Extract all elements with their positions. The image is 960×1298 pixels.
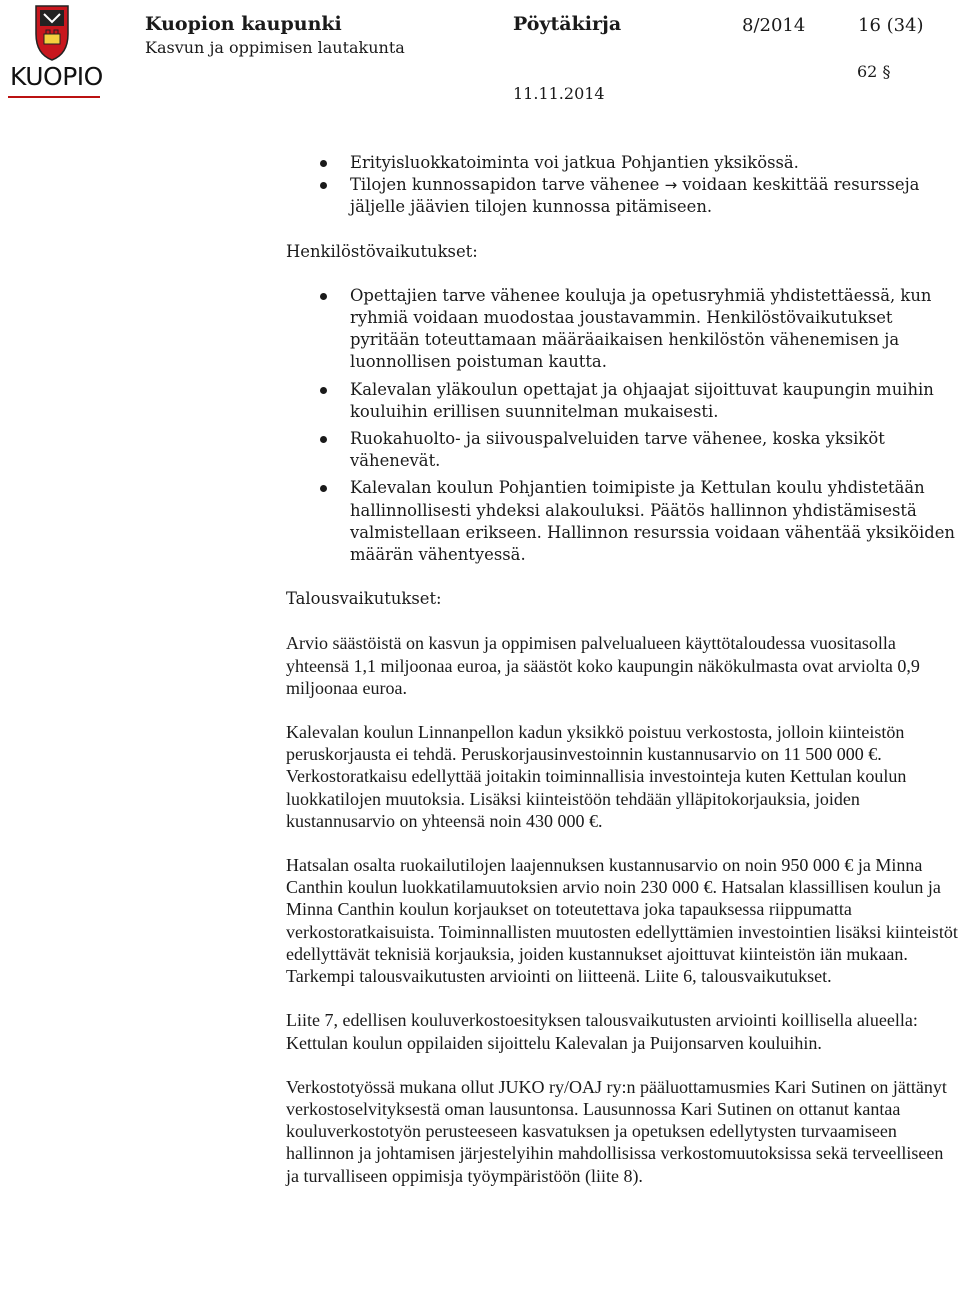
arrow-right-icon: → [664, 176, 678, 195]
list-item: Ruokahuolto- ja siivouspalveluiden tarve vähenee, koska yksiköt vähenevät. [286, 428, 958, 472]
logo-underline [8, 96, 100, 98]
organization-name: Kuopion kaupunki [145, 13, 342, 35]
paragraph: Kalevalan koulun Linnanpellon kadun yksikkö poistuu verkostosta, jolloin kiinteistön peruskorjausta ei tehdä. Peruskorjausinvestoinnin kustannusarvio on 11 500 000 €. Verkostoratkaisu edellyttää joitakin toiminnallisia investointeja kuten Kettulan koulun luokkatilojen muutoksia. Lisäksi kiinteistöön tehdään ylläpitokorjauksia, joiden kustannusarvio on yhteensä noin 430 000 €. [286, 722, 907, 831]
document-body [286, 152, 958, 1187]
list-item: Kalevalan koulun Pohjantien toimipiste ja Kettulan koulu yhdistetään hallinnollisesti yhdeksi alakouluksi. Päätös hallinnon yhdistämisestä valmistellaan erikseen. Hallinnon resurssia voidaan vähentää yksiköiden määrän vähentyessä. [286, 477, 958, 566]
list-item-text: Erityisluokkatoiminta voi jatkua Pohjantien yksikössä. [350, 153, 799, 172]
document-number: 8/2014 [742, 15, 806, 36]
staff-effects-list [286, 285, 958, 566]
paragraph: Hatsalan osalta ruokailutilojen laajennuksen kustannusarvio on noin 950 000 € ja Minna Canthin koulun luokkatilamuutoksien arvio noin 230 000 €. Hatsalan klassillisen koulun ja Minna Canthin koulun korjaukset on toteutettava joka tapauksessa riippumatta verkostoratkaisuista. Toiminnallisten muutosten edellyttämien investointien lisäksi kiinteistöt edellyttävät teknisiä korjauksia, joiden kustannukset ajoittuvat kiinteistön iän mukaan. Tarkempi talousvaikutusten arviointi on liitteenä. Liite 6, talousvaikutukset. [286, 855, 958, 987]
document-type: Pöytäkirja [513, 13, 622, 35]
section-number: 62 § [857, 62, 891, 81]
list-item: Kalevalan yläkoulun opettajat ja ohjaajat sijoittuvat kaupungin muihin kouluihin erillisen suunnitelman mukaisesti. [286, 379, 958, 423]
paragraph: Verkostotyössä mukana ollut JUKO ry/OAJ ry:n pääluottamusmies Kari Sutinen on jättänyt verkostoselvityksestä oman lausuntonsa. Lausunnossa Kari Sutinen on ottanut kantaa kouluverkostotyön perusteeseen kasvatuksen ja opetuksen edellytysten turvaamiseen hallinnon ja johtamisen järjestelyihin mahdollisissa verkostomuutoksissa sekä terveelliseen ja turvalliseen oppimisja työympäristöön (liite 8). [286, 1076, 947, 1186]
list-item-text: Tilojen kunnossapidon tarve vähenee [350, 175, 660, 195]
list-item [286, 174, 958, 218]
finance-effects-heading: Talousvaikutukset: [286, 589, 442, 609]
page-number: 16 (34) [858, 15, 924, 36]
paragraph: Arvio säästöistä on kasvun ja oppimisen palvelualueen käyttötaloudessa vuositasolla yhteensä 1,1 miljoonaa euroa, ja säästöt koko kaupungin näkökulmasta ovat arviolta 0,9 miljoonaa euroa. [286, 633, 920, 698]
coat-of-arms-icon [4, 4, 100, 64]
effects-list [286, 152, 958, 219]
logo-wordmark: KUOPIO [10, 62, 103, 91]
paragraph: Liite 7, edellisen kouluverkostoesityksen talousvaikutusten arviointi koillisella alueella: Kettulan koulun oppilaiden sijoittelu Kalevalan ja Puijonsarven kouluihin. [286, 1010, 918, 1053]
kuopio-logo [4, 4, 103, 96]
list-item: Opettajien tarve vähenee kouluja ja opetusryhmiä yhdistettäessä, kun ryhmiä voidaan muodostaa joustavammin. Henkilöstövaikutukset pyritään toteuttamaan määräaikaisen henkilöstön vähenemisen ja luonnollisen poistuman kautta. [286, 285, 958, 374]
list-item [286, 152, 958, 174]
meeting-date: 11.11.2014 [513, 84, 605, 103]
board-name: Kasvun ja oppimisen lautakunta [145, 38, 405, 57]
list-item-text: voidaan keskittää resursseja jäljelle jäävien tilojen kunnossa pitämiseen. [350, 175, 920, 217]
staff-effects-heading: Henkilöstövaikutukset: [286, 241, 478, 261]
